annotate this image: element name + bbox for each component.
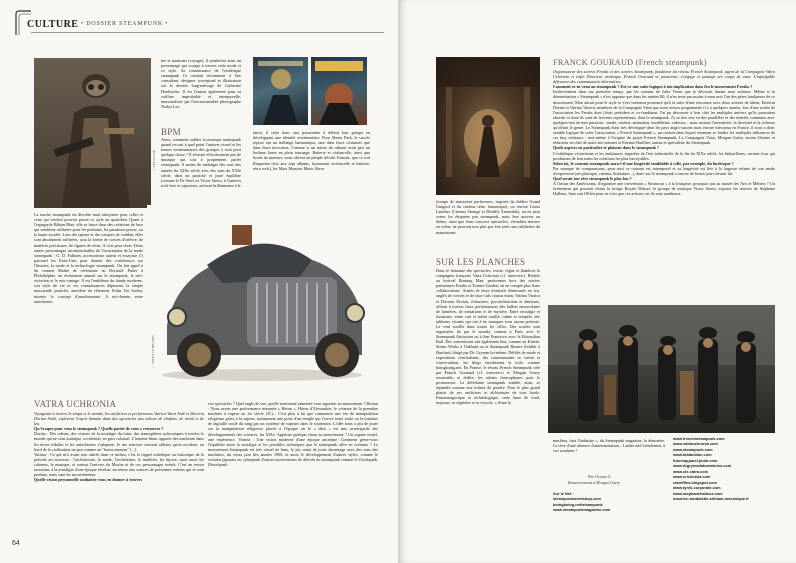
gouraud-question-1: Comment es-tu venu au steampunk ? Est-ce une suite logique à ton implication dans feu le mouvement Freaks ? [553,84,753,90]
vatra-col-1 [34,411,204,531]
section-title: CULTURE [27,19,79,30]
gouraud-answer-4: A l'instar des Américains, d'organiser une convention « Steamcon » à la française, pourquoi pas au musée des Arts et Métiers ? Un événement qui pourrait réunir la troupe Royale Deluxe, le groupe de musique Victor Sierra, exposer les œuvres de Stéphane Halleux, Sam van Olffen pour ne citer que ces artistes car ils sont nombreux. [553,181,775,197]
link-item[interactable]: www.drgrymmlaboratories.com [673,463,732,469]
section-subtitle: • DOSSIER STEAMPUNK • [81,21,169,27]
steam-car-icon [147,205,377,385]
link-item[interactable]: www.frenchsteampunk.com [673,436,725,441]
photo-credit: © PHOTO DR [152,150,156,172]
aviator-figure-icon [34,58,151,208]
vatra-answer-2: Vatrina : Ce qui m'a avant tout attirée dans ce milieu, c'est le rappel esthétique ou historique de la période art nouveau : l'architecture, la mode, l'archéteture, le mobilier, les bijoux, mais aussi les cabarets, la musique, et surtout l'univers de Mucha et de ces personnages irréels. C'est un retour rassurant, à la nostalgie d'une époque révolue, un retour aux sources de personnes valeurs qui se sont perdues, mais sans les inconvénients. [34,451,204,478]
link-item[interactable]: maurice-sandalette.arkham-mecanique.fr [673,495,749,501]
gouraud-question-4: Quel serait ton rêve steampunk le plus fou ? [553,175,632,181]
gouraud-answer-2: L'esthétique victorienne et les ambiances inspirées de l'ère industrielle de la fin du XIXe siècle, les bidouilleurs, savants fous qui produisent de leur main les créations les plus incroyables. [553,150,775,161]
vatra-col-2: vos spectacles ? Quel angle de vue, quelle nouveauté aimeriez-vous apporter au mouvement ? Dorian : Nous avons une performance nommée « Héron », Héron d'Alexandrie, le créateur de la première machine à vapeur au 1er siècle (JC)... C'est plus à lui que commence une ère de manipulation religieuse grâce à la vapeur, notamment une porte d'un temple qui s'ouvre toute seule ou la fontaine de lagraille coulé du sang par un système de vapeurs dans le souterrain. L'idée nous a plu de jouer sur la manipulation religieuse placée à l'époque où le « dieu » est mis avant-garde des développements des sciences, fin XIXe. Apporter quelque chose au mouvement ? Un organe visuel, une expérience. Vatrina : Une vision moderne d'une époque ancienne. Comment gérez-vous l'équilibre entre la nostalgie et les possibles techniques que le steampunk offre en scénario ? Le mouvement Steampunk est très visuel de base, le jeu seriat de jouer davantage avec des sons des machines, du vieux jazz des années 1900, et aussi le développement d'autres styles, comme le western japonais ou cyberpunk d'autres mouvements de dérivés du steampunk comme le Clockpunk, Dieselpunk. [208,401,378,468]
gouraud-question-2: Quels aspects en particulier te plaisent dans le steampunk ? [553,145,660,151]
link-item[interactable]: www.steampunkmagazine.com [553,507,611,513]
section-header [14,10,384,36]
planches-heading: SUR LES PLANCHES [436,257,526,267]
right-page [398,0,796,563]
planches-body: Dans le domaine des spectacles, existe, règne et flamboie la compagnie française Vatra Uchronia (cf. interview). Relatés au festival Burning Man, performers hors des soirées parisiennes Freaks et Torture Garden, on ne compte plus leurs collaborations. Armés de leurs éventails démesurés en feu, anglés de corsets et de faux-culs cousus main, Vatrina Vatrica et Daverin Dorian, échassiers, pyrotechniciens et danseurs, offrent à travers leurs performances des ballets ensorcelants de lumières, de sensations et de mystère. Entre nostalgie et futurisme, entre cuir et métal rouillé, calme et tempête, des tableaux vivants qui ont à ne manquer sous aucun prétexte. Le vent souffle dans toutes les villes. Des soirées sont organisées de par le monde, comme à Paris avec le Steampunk Attraction ou à San Francisco avec la Edwardian Ball. Des conventions ont également lieu, comme au Kinetic Steam Works à Oakland ou la Steampunk Bizarre Exhibit à Hartford, dirigé par Dr. Grymm lui-même. Défilés de mode et expositions s'enchaînent, des communautés se créent et s'entre-aident, les blogs envahissent la toile, comme boingboing.net. En France, le réseau French Steampunk créé par Franck Gouraud (cf. interview) et Morgan Guery rassemble, et fédère, les talents francophones pour le promouvoir. La déferlante steampunk semble, ainsi, se répandre comme une traînée de poudre. Pour le plus grand plaisir de ses artificiers et alchimistes de tous bords. Fantasmagorique et technologique, cette lame de fond, toujours, se régénère et se recycle. « Aime la [436,268,540,406]
bpm-right-text: faire), il reste donc aux passionnés à définir leur groupe en développant une identité vestimentaire. Pour Abney Park, le succès repose sur un mélange harmonique, tant dans leurs costumes que dans leurs morceaux. Comme si un artiste de cabaret avait pris un Indiana Jones en plein tournage. Batterie et violoncelle, ainsi que bruits de moteurs, nous offrent un périple décalé. Ensuite, que ce soit Rasputina (trio aux sept albums, fusionnant violoncelle et batterie, rétro rock), les Maxi Monster Music Show [253,130,370,171]
vatra-heading: VATRA UCHRONIA [34,399,117,409]
link-item[interactable]: rasniffles.blogspot.com [673,479,717,485]
vatra-intro: Voyageant à travers le temps et le monde, les artificiers et performeurs Vatrica Vatra Ardé et Daverin Dorian Sinik, explorent l'esprit humain dans des spectacles aux odeurs de chafons, de métal et de feu. [34,411,204,427]
gouraud-text [553,69,775,301]
link-item[interactable]: futureapparel.jindo.com [673,457,718,463]
link-item[interactable]: www.bibianblue.com [673,452,712,458]
group-photo [548,305,775,433]
link-item[interactable]: www.vatrauchronia.com [673,441,718,447]
gouraud-intro: Organisateur des soirées Freaks et des soirées Steampunk, fondateur du réseau French Steampunk, agent de la Compagnie Vatra Uchronia et enfin Directeur artistique, Franck Gouraud se passionne, s'engage et partage ses coups de cœur. L'infatigable défenseur des communautés alternatives. [553,69,775,85]
links-label: Sur le Net : [553,491,574,496]
author-signature: Par Octane G. [588,474,612,479]
gouraud-question-3: Selon toi, le courant steampunk aura-t-il une longévité semblable à celle, par exemple, du burlesque ? [553,160,734,166]
bpm-body: Ainsi, comment oublier la musique steampunk quand on sait à quel point l'univers visuel et les tenues vestimentaires des groupes y sont pour quelque chose ? Il n'existe effectivement pas de musique qui soit à proprement parler steampunk. A moins de mélanger des sons des années fin XIXe siècle avec des sons du XXIe siècle, dans un pastiche et juste équilibre (comme le Dr Steel ou Victor Sierra, à l'univers rock-lore et vaporeux, arrivent brillamment à le [161,137,241,188]
link-item[interactable]: steampunkworkshop.com [553,496,601,502]
link-item[interactable]: boingboing.net/steampunk [553,501,603,507]
car-credit: © VATRA UCHRONIA [151,335,155,370]
vatra-question-1: Qu'évoque pour vous le steampunk ? Quelle partie de vous y retrouvez ? [34,426,164,432]
gouraud-answer-1: Indirectement dans ma première temps, par les romans de Jules Verne que je dévorais durant mon enfance. Même si la dénomination « Steampunk » n'est apparue que dans les années 80, il n'en reste pas moins à mon avis l'un des pères fondateurs de ce mouvement. Mon attrait pour le style se s'est vraiment prononcé qu'à la suite d'une rencontre avec deux artistes de talent, Daverin Dorian et Vatrina Vatrica, membres de la Compagnie Vatra que nous avions programmés il y a quelques années, lors d'une soirée de l'association les Freaks dont j'étais président et co-fondateur. J'ai pu découvrir à leur côté les multiples univers qu'ils pouvaient aborder et dont ils sont de fervents représentants, dont le steampunk. J'y ai très vite vu des parallèles et des intérêts communs avec quelques-uns de mes passions : mode, cinéma, animation, modélisme, sidecars... mais surtout l'inventivité, la diversité et la richesse qu'offrait le genre. Le Steampunk étant très développé dans les pays anglo-saxons mais encore méconnu en France, il nous a donc semblé logique de créer l'association « French Steampunk », un creuset dans lequel viennent se fondre les multiples influences de ces tiny créateurs : moi-même à l'origine du projet French Steampunk, La Compagnie Vatra, Morgan Guery, ancien libraire et rédacteur en chef de notre site internet et Etienne Barillier, auteur et spécialiste du Steampunk. [553,89,775,146]
left-column-text: La touche steampunk est discrète mais attrayante pour celles et ceux qui veulent pouvoir porter ce style au quotidien. Quant à l'espagnole Bibian Blue, elle se lance dans des créations de luxe qui semblent calibrées pour les podiums, les parutions presse, ou la haute-société. Loin des tapuos et des casques de combat, elles sont absolument raffinées, sous la forme de corsets d'orfèvre, de matières précieuses, de figures de reine. A voir pour rêver. Deux autres personnages incontournables de l'incarnation de la mode steampunk : G. D. Falksen, accessoiriste auteur et essayiste (!) parcourt les Etats-Unis pour donner des conférences sur l'histoire, la mode et la technologie steampunk. On fait appel à lui comme Maître de cérémonie au DorianX Parler à Philadelphie, un événement annuel sur le steampunk, le néo-victorien et le néo-vintage. Il est l'emblème du dandy moderne, son style de vie et ses connaissances dépassent la simple mascarade, pastiche, anecdote du vêtement. Enfin, Kit Stolen, invente le concept d'anachronaute. A mi-chemin entre anachronis- [34,212,143,304]
intro-text: me et nautisme (voyage), il symbolise ainsi un personnage qui voyage à travers cette mode et ce style. Sa connaissance de l'esthétique steampunk l'a conduit récemment à être consultant, designer conceptuel et illustrateur sur le dernier long-métrage de Catherine Hardwicke. Il est l'auteur également pour sa coiffure improbable et intemporelle, immortalisée par l'incontournable photographe Nadya Lev. [161,58,241,109]
gouraud-answer-3: Par manque de comparaisons, pour moi ce courant est intemporel et sa longévité est liée à la largesse infinie de son mode d'expression (art plastique, cinéma, littérature...), donc oui le steampunk a encore de beaux jours devant lui. [553,165,775,176]
vatra-answer-1: Dorian : Des odeurs, des visions de la nostalgie du futur, des atmosphères uchroniques à travers le monde qui ne sont asiatique, occidental, en gros colonial. L'homme blanc apporte des machines dans les terres tribales et les autochtones s'adaptent. Je me retrouve souvent ailleurs qu'en occident, au bord de la civilisation un peu comme un "baron moreau" [...]. [34,431,204,452]
link-item[interactable]: www.steampunk.com [673,446,713,452]
stage-scene-icon [436,57,540,195]
album-art-icon [311,57,367,125]
steam-car-photo [147,205,377,385]
album-cover-1 [253,57,308,125]
costumed-group-icon [548,305,775,433]
stage-photo [436,57,540,195]
page-number: 64 [12,540,20,547]
closing-text: machine, hais l'industrie », du Steampunk magazine, le démontre. Le rêve d'une absence d'automatisation... Ladies and Gentlemen, à vos soudures ! [553,438,665,454]
portrait-photo [34,58,151,208]
link-item[interactable]: www.stephanehalleux.com [673,490,723,496]
link-item[interactable]: www.ericbroiza.com [673,474,711,480]
author-thanks: Remerciements à Morgan Guery [568,480,621,485]
planches-intro-text: (troupe de musiciens performers, inspirés du théâtre Grand Guignol et du cinéma rétro fantastique), ou encore Lucas Lanthier (Cinema Strange et Deadfly Ensemble), on ne peut certes les étiqueter pur steampunk, mais leur univers au thème, ainsi que leurs concerts spectacles, véritables messes en scène, ne peuvent non plus pas être jetés aux oubliettes du mainstream. [436,199,540,235]
header-rule [31,32,384,33]
gouraud-heading: FRANCK GOURAUD (French steampunk) [553,58,707,67]
album-cover-2 [311,57,367,125]
album-art-icon [253,57,308,125]
web-links-left [553,491,665,513]
link-item[interactable]: www.tyrell-corporate.com [673,485,721,491]
bpm-heading: BPM [161,127,181,137]
link-item[interactable]: www.cie-vatra.com [673,468,709,474]
vatra-question-2: Quelle vision personnelle souhaitez-vous en donner à travers [34,477,142,483]
web-links-right [673,436,783,501]
